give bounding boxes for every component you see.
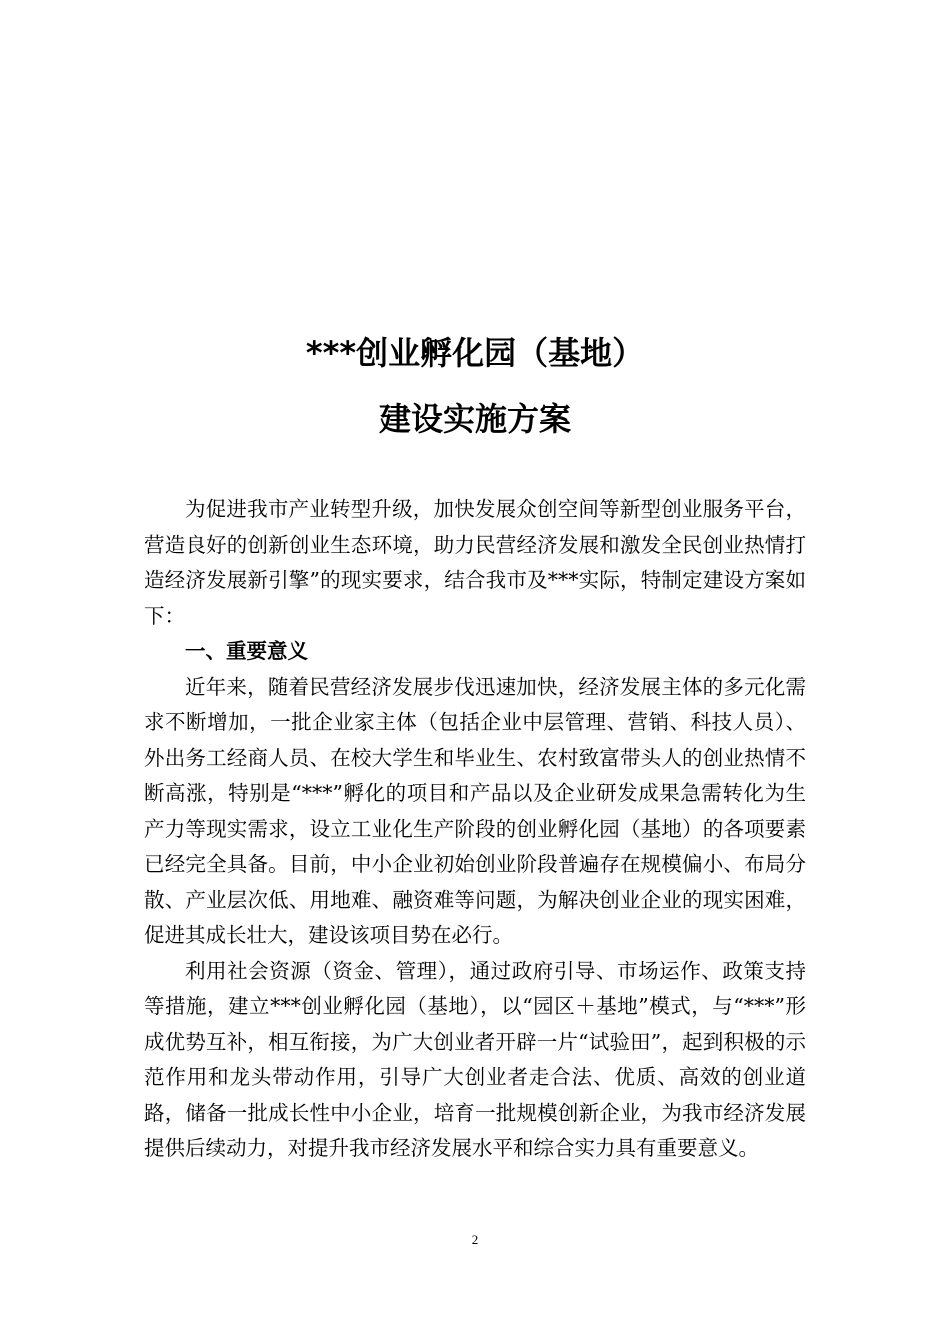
document-title-line-2: 建设实施方案 bbox=[378, 400, 571, 438]
section-heading: 一、重要意义 bbox=[185, 639, 308, 663]
document-body bbox=[144, 492, 806, 1167]
document-title-line-1: ***创业孵化园（基地） bbox=[305, 334, 645, 372]
intro-paragraph: 为促进我市产业转型升级，加快发展众创空间等新型创业服务平台，营造良好的创新创业生态环境，助力民营经济发展和激发全民创业热情打造经济发展新引擎”的现实要求，结合我市及***实际，特制定建设方案如下： bbox=[144, 497, 806, 628]
body-paragraph: 利用社会资源（资金、管理），通过政府引导、市场运作、政策支持等措施，建立***创业孵化园（基地），以“园区＋基地”模式，与“***”形成优势互补，相互衔接，为广大创业者开辟一片“试验田”，起到积极的示范作用和龙头带动作用，引导广大创业者走合法、优质、高效的创业道路，储备一批成长性中小企业，培育一批规模创新企业，为我市经济发展提供后续动力，对提升我市经济发展水平和综合实力具有重要意义。 bbox=[144, 958, 806, 1160]
page-number: 2 bbox=[471, 1232, 479, 1247]
body-paragraph: 近年来，随着民营经济发展步伐迅速加快，经济发展主体的多元化需求不断增加，一批企业家主体（包括企业中层管理、营销、科技人员）、外出务工经商人员、在校大学生和毕业生、农村致富带头人的创业热情不断高涨，特别是“***”孵化的项目和产品以及企业研发成果急需转化为生产力等现实需求，设立工业化生产阶段的创业孵化园（基地）的各项要素已经完全具备。目前，中小企业初始创业阶段普遍存在规模偏小、布局分散、产业层次低、用地难、融资难等问题，为解决创业企业的现实困难，促进其成长壮大，建设该项目势在必行。 bbox=[144, 674, 806, 947]
